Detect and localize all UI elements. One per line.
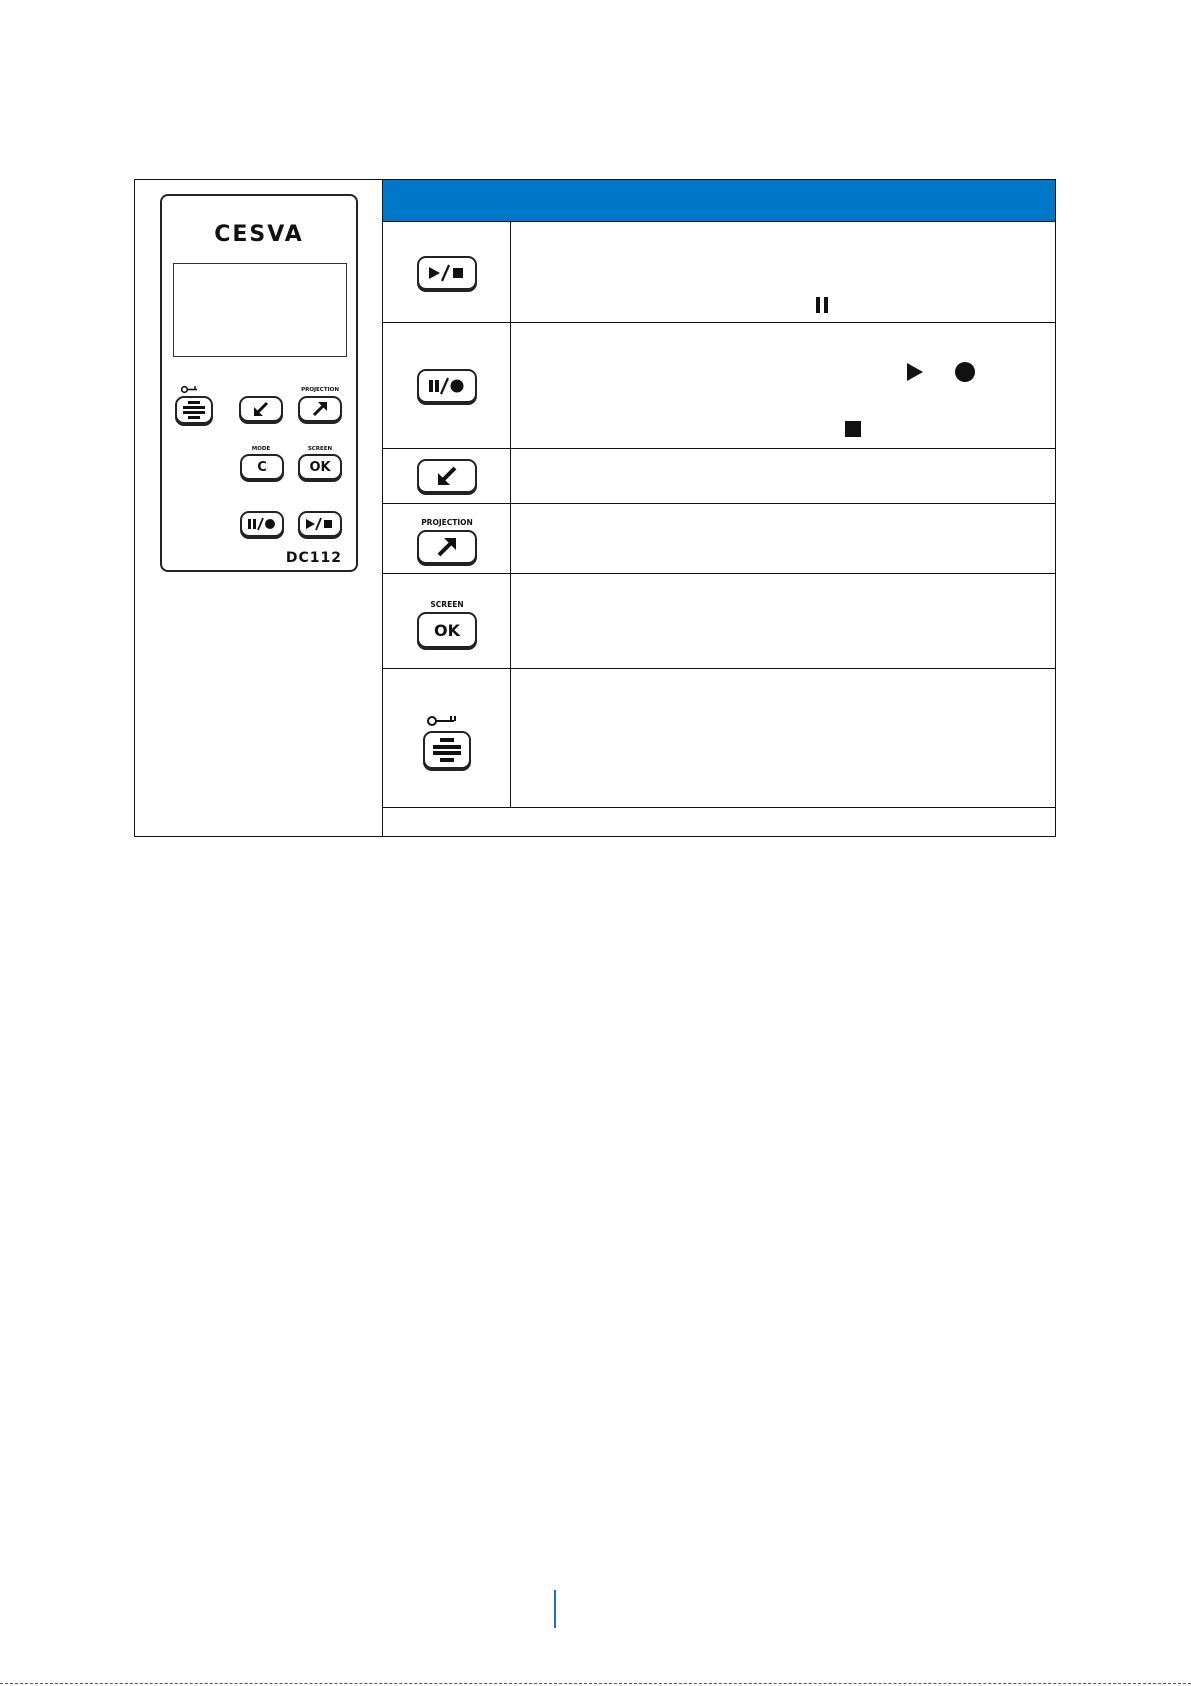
device-brand: CESVA xyxy=(214,222,304,247)
up-right-arrow-icon xyxy=(311,400,329,418)
row-icon-cell xyxy=(383,222,511,322)
record-dot-icon xyxy=(954,361,976,383)
screen-label: SCREEN xyxy=(307,446,333,452)
key-icon xyxy=(181,385,199,394)
play-stop-key[interactable] xyxy=(298,511,342,537)
lock-key-symbol xyxy=(181,385,199,396)
projection-label: PROJECTION xyxy=(301,387,339,393)
table-row xyxy=(383,574,1055,669)
projection-key xyxy=(417,530,477,564)
row-icon-cell xyxy=(383,323,511,448)
screen-caption: SCREEN xyxy=(430,600,464,609)
table-header xyxy=(383,180,1055,222)
row-icon-cell xyxy=(383,574,511,668)
device-illustration-cell xyxy=(135,180,383,836)
table-footer-row xyxy=(383,806,1055,836)
ok-key[interactable] xyxy=(298,454,342,480)
back-arrow-key xyxy=(417,459,477,493)
projection-caption: PROJECTION xyxy=(421,518,473,527)
c-key[interactable] xyxy=(240,454,284,480)
up-right-arrow-icon xyxy=(435,535,459,559)
table-row xyxy=(383,504,1055,574)
lock-icon xyxy=(182,401,206,419)
row-icon-cell xyxy=(383,504,511,573)
ok-key xyxy=(417,612,477,648)
key-icon xyxy=(427,715,457,727)
pause-record-key[interactable] xyxy=(240,511,284,537)
device-outline xyxy=(160,194,358,572)
pause-record-icon xyxy=(247,517,277,531)
ok-key-label: OK xyxy=(309,459,331,475)
play-stop-key xyxy=(417,256,477,290)
lock-key[interactable] xyxy=(175,396,213,424)
pause-icon xyxy=(815,297,829,313)
keypad-table xyxy=(134,179,1056,837)
row-icon-cell xyxy=(383,669,511,807)
stop-square-icon xyxy=(845,421,861,437)
device-screen xyxy=(173,263,347,357)
device-model: DC112 xyxy=(285,550,342,566)
projection-key[interactable] xyxy=(298,396,342,422)
table-row xyxy=(383,669,1055,808)
back-arrow-key[interactable] xyxy=(239,396,283,422)
lock-key xyxy=(423,731,471,769)
mode-label: MODE xyxy=(251,446,271,452)
table-row xyxy=(383,449,1055,504)
play-stop-icon xyxy=(305,517,335,531)
ok-key-label: OK xyxy=(434,620,460,640)
play-stop-icon xyxy=(427,264,467,282)
table-row xyxy=(383,222,1055,323)
down-left-arrow-icon xyxy=(252,400,270,418)
table-row xyxy=(383,323,1055,449)
lock-icon xyxy=(432,738,462,762)
play-icon xyxy=(907,363,923,381)
page-number-marker xyxy=(554,1590,556,1628)
pause-record-key xyxy=(417,369,477,403)
down-left-arrow-icon xyxy=(435,464,459,488)
row-icon-cell xyxy=(383,449,511,503)
pause-record-icon xyxy=(427,377,467,395)
c-key-label: C xyxy=(257,459,267,475)
